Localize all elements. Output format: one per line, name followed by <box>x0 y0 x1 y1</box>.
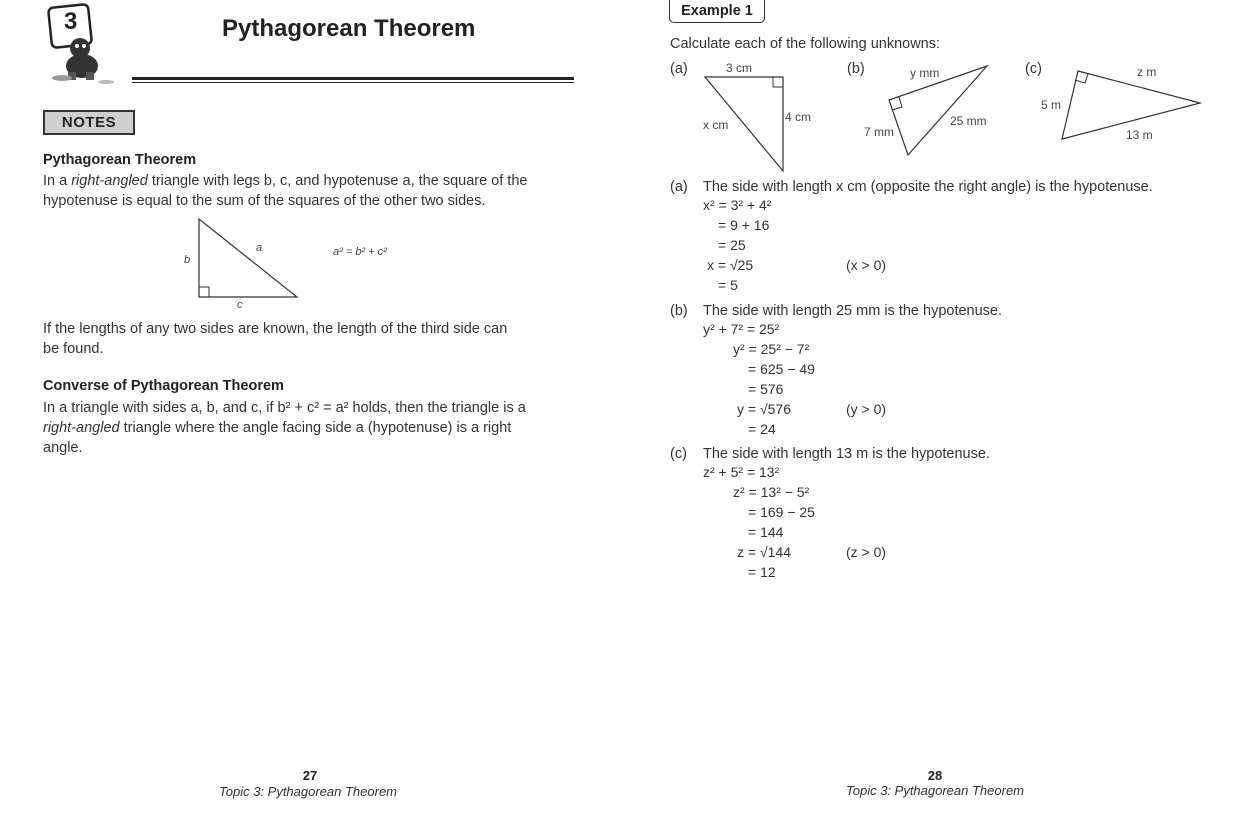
section1-line1-post: triangle with legs b, c, and hypotenuse a, the square of the <box>147 173 528 189</box>
solution-a-line-2: = 9 + 16 <box>718 217 770 233</box>
figure-b-top: y mm <box>910 66 940 80</box>
figure-a-label: (a) <box>670 61 688 77</box>
instruction-text: Calculate each of the following unknowns: <box>670 36 941 52</box>
solution-b-statement: The side with length 25 mm is the hypotenuse. <box>703 303 1003 319</box>
solution-a-statement: The side with length x cm (opposite the right angle) is the hypotenuse. <box>703 179 1153 195</box>
section1-line1-italic: right-angled <box>71 173 148 189</box>
section1-line1-pre: In a <box>43 173 72 189</box>
para2-line2: be found. <box>43 341 104 357</box>
section2-line3: angle. <box>43 440 83 456</box>
solution-a-line-5: = 5 <box>718 277 738 293</box>
chapter-number: 3 <box>64 8 78 35</box>
diagram-label-b: b <box>184 254 191 266</box>
notes-label: NOTES <box>43 110 135 135</box>
solution-a-line-4: x = √25 <box>707 257 754 273</box>
solution-c-line-3: = 169 − 25 <box>748 504 815 520</box>
figure-c-hyp: 13 m <box>1126 128 1153 142</box>
solution-c-statement: The side with length 13 m is the hypotenuse. <box>703 446 990 462</box>
section-heading-pythagorean: Pythagorean Theorem <box>43 152 197 168</box>
solution-c-line-1: z² + 5² = 13² <box>703 464 780 480</box>
title-rule-thick <box>132 77 574 80</box>
solution-a-condition: (x > 0) <box>846 257 887 273</box>
example-label: Example 1 <box>669 0 765 23</box>
diagram-label-a: a <box>256 242 263 254</box>
solution-c-line-2: z² = 13² − 5² <box>733 484 810 500</box>
section-heading-converse: Converse of Pythagorean Theorem <box>43 378 284 394</box>
figure-c-left: 5 m <box>1041 98 1062 112</box>
section2-line2-post: triangle where the angle facing side a (hypotenuse) is a right <box>119 420 512 436</box>
solution-a-line-1: x² = 3² + 4² <box>703 197 772 213</box>
solution-c-line-6: = 12 <box>748 564 776 580</box>
figure-b-hyp: 25 mm <box>950 114 987 128</box>
chapter-badge-mascot <box>46 2 126 82</box>
figure-a-top: 3 cm <box>726 61 753 75</box>
solution-b-line-1: y² + 7² = 25² <box>703 321 780 337</box>
diagram-label-c: c <box>237 299 243 311</box>
title-rule-thin <box>132 82 574 83</box>
solution-c-label: (c) <box>670 446 687 462</box>
solution-b-line-6: = 24 <box>748 421 776 437</box>
section1-line1 <box>43 171 527 191</box>
figure-b-label: (b) <box>847 61 865 77</box>
solution-b-line-4: = 576 <box>748 381 784 397</box>
right-footer-topic: Topic 3: Pythagorean Theorem <box>845 783 1024 798</box>
section2-line2-italic: right-angled <box>43 420 120 436</box>
figure-c-top: z m <box>1137 65 1157 79</box>
solution-c-line-5: z = √144 <box>737 544 791 560</box>
left-footer-topic: Topic 3: Pythagorean Theorem <box>218 784 397 799</box>
figure-c-label: (c) <box>1025 61 1042 77</box>
solution-c-line-4: = 144 <box>748 524 784 540</box>
figure-a-hyp: x cm <box>703 118 729 132</box>
solution-b-line-5: y = √576 <box>737 401 791 417</box>
solution-b-line-2: y² = 25² − 7² <box>733 341 810 357</box>
solution-b-label: (b) <box>670 303 688 319</box>
solution-c-condition: (z > 0) <box>846 544 887 560</box>
page-title: Pythagorean Theorem <box>222 15 476 42</box>
figure-b-left: 7 mm <box>864 125 894 139</box>
section2-line1: In a triangle with sides a, b, and c, if b² + c² = a² holds, then the triangle is a <box>43 400 526 416</box>
solution-a-label: (a) <box>670 179 688 195</box>
right-page-number: 28 <box>927 768 943 783</box>
diagram-formula: a² = b² + c² <box>333 246 387 258</box>
para2-line1: If the lengths of any two sides are known, the length of the third side can <box>43 321 508 337</box>
solution-b-condition: (y > 0) <box>846 401 887 417</box>
left-page-number: 27 <box>302 768 318 783</box>
figure-a-right: 4 cm <box>785 110 812 124</box>
section2-line2 <box>43 418 511 438</box>
solution-a-line-3: = 25 <box>718 237 746 253</box>
solution-b-line-3: = 625 − 49 <box>748 361 815 377</box>
triangle-diagram <box>190 214 310 314</box>
section1-line2: hypotenuse is equal to the sum of the squares of the other two sides. <box>43 193 486 209</box>
